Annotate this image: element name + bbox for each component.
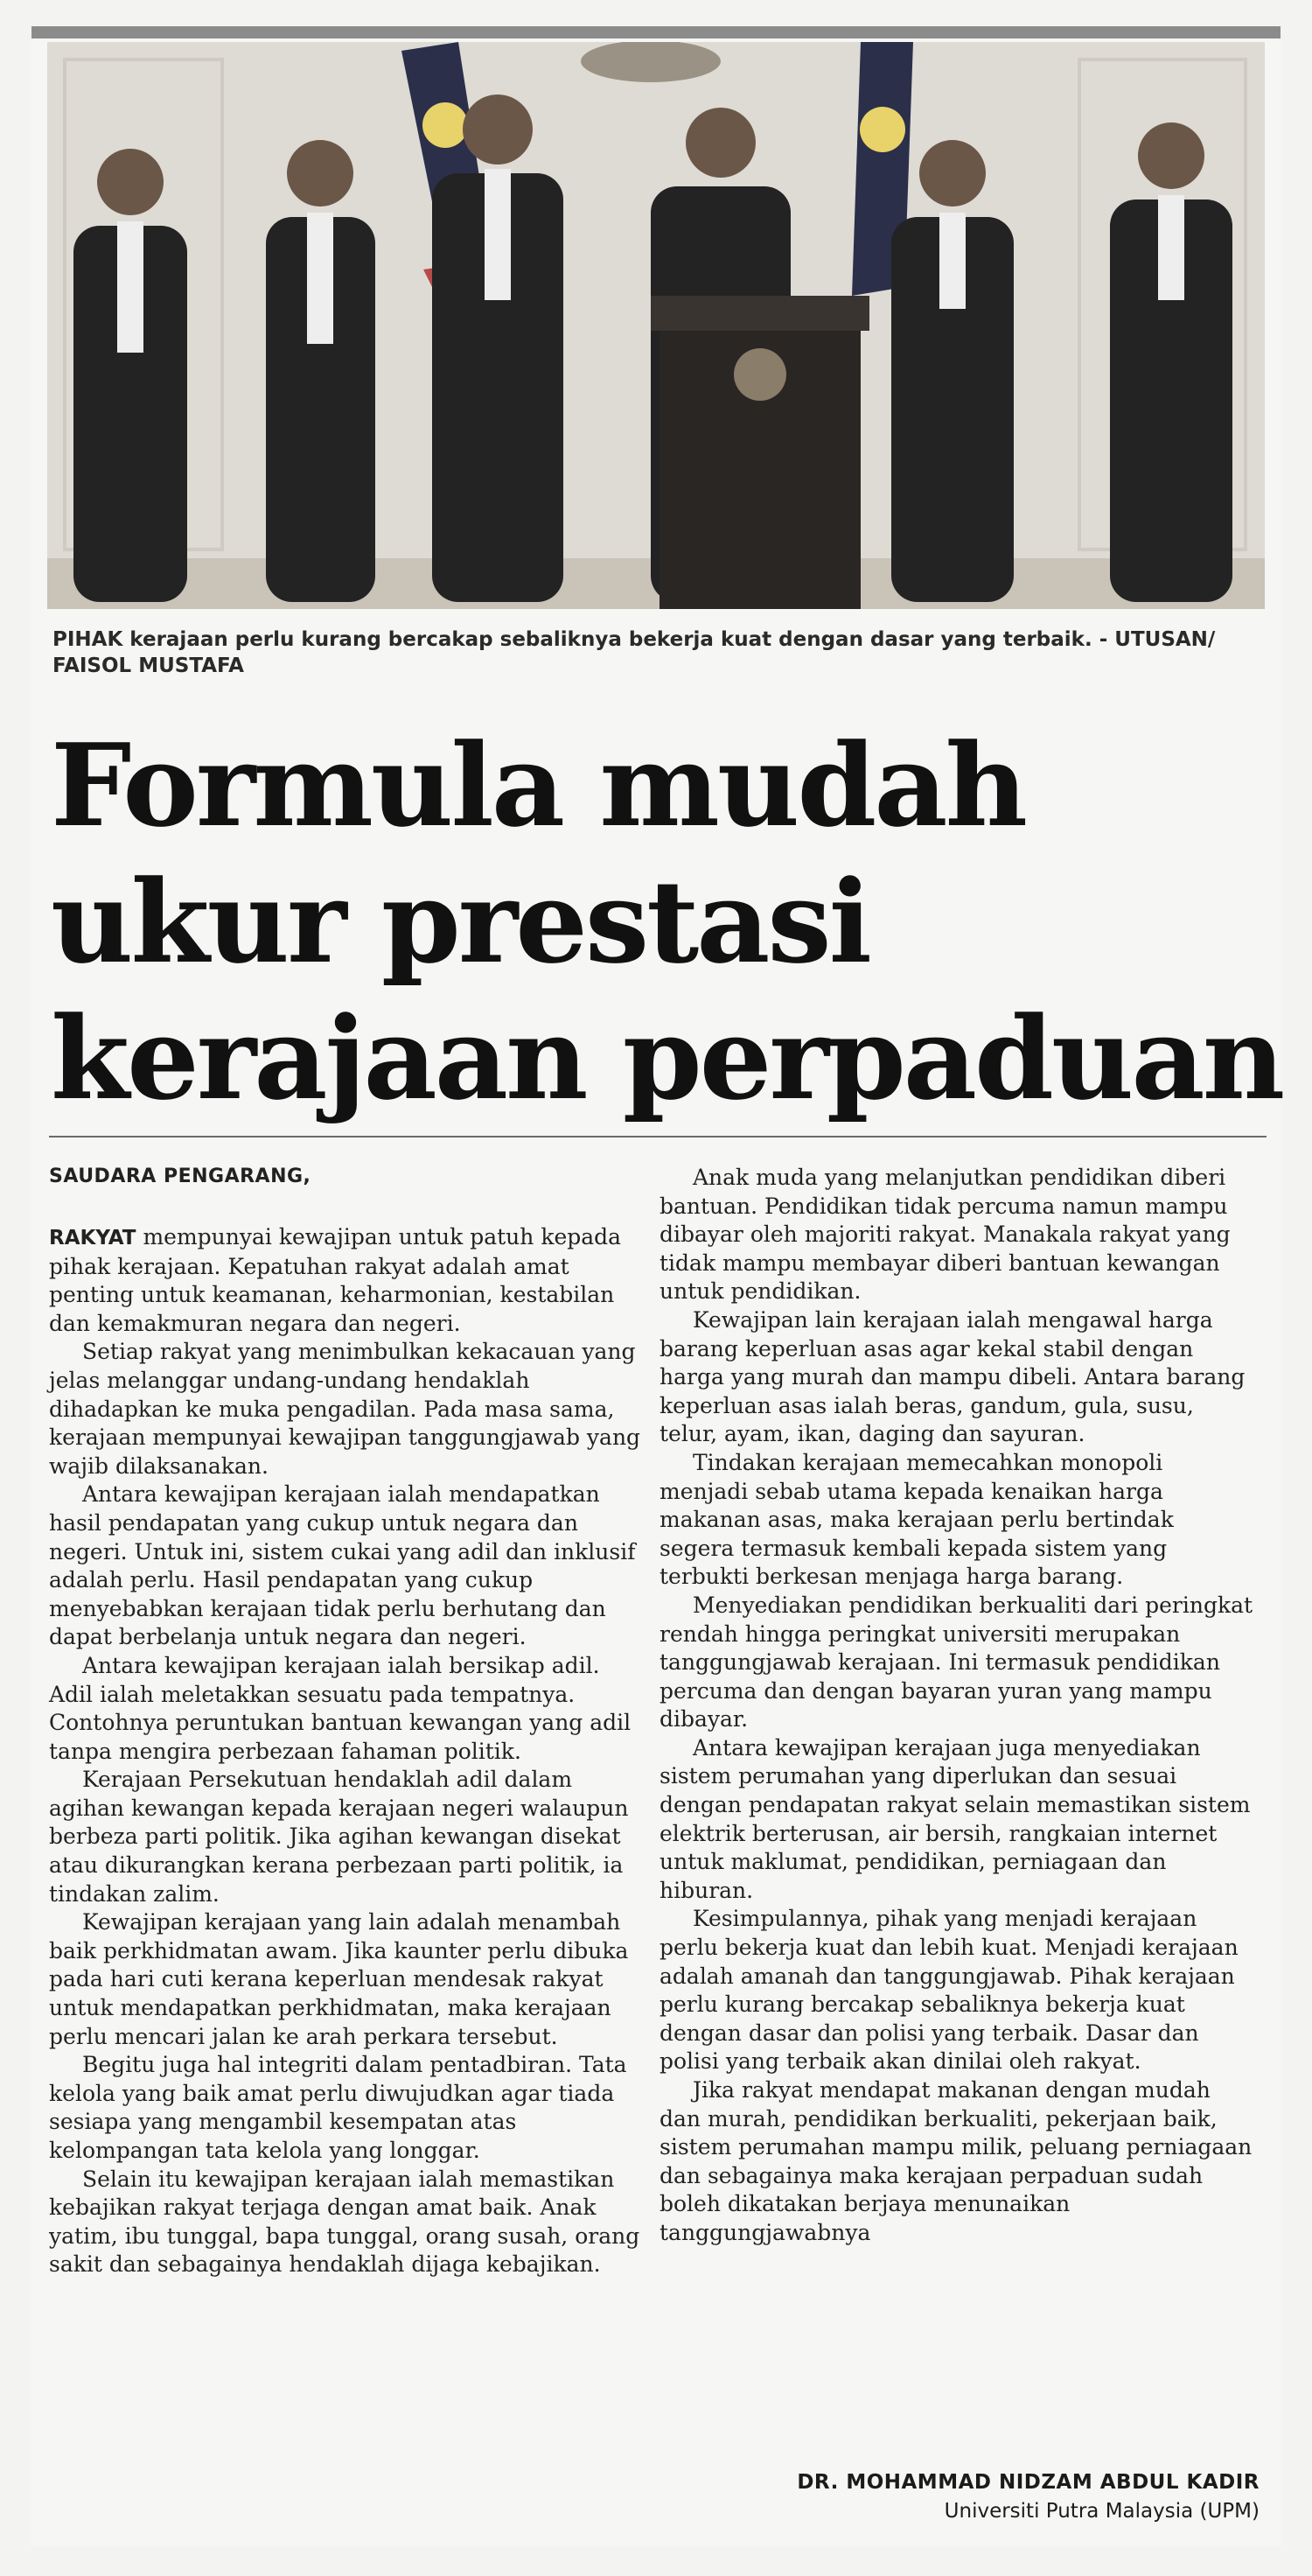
photo-caption [52,626,1260,679]
paragraph-1-text: mempunyai kewajipan untuk patuh kepada pihak kerajaan. Kepatuhan rakyat adalah amat penting untuk keamanan, keharmonian, kestabilan dan kemakmuran negara dan negeri. [49,1224,622,1336]
headline [51,718,1283,1127]
headline-line-2: ukur prestasi [51,855,869,989]
headline-line-3: kerajaan perpaduan [51,991,1283,1125]
paragraph-7: Begitu juga hal integriti dalam pentadbiran. Tata kelola yang baik amat perlu diwujudkan agar tiada sesiapa yang mengambil kesempatan atas kelompangan tata kelola yang longgar. [49,2052,627,2163]
paragraph-3: Antara kewajipan kerajaan ialah mendapatkan hasil pendapatan yang cukup untuk negara dan negeri. Untuk ini, sistem cukai yang adil dan inklusif adalah perlu. Hasil pendapatan yang cukup menyebabkan kerajaan tidak perlu berhutang dan dapat berbelanja untuk negara dan negeri. [49,1481,636,1650]
paragraph-1 [49,1223,644,1338]
paragraph-14: Kesimpulannya, pihak yang menjadi kerajaan perlu bekerja kuat dan lebih kuat. Menjadi kerajaan adalah amanah dan tanggungjawab. Pihak kerajaan perlu kurang bercakap sebaliknya bekerja kuat dengan dasar dan polisi yang terbaik. Dasar dan polisi yang terbaik akan dinilai oleh rakyat. [659,1906,1239,2075]
paragraph-9: Anak muda yang melanjutkan pendidikan diberi bantuan. Pendidikan tidak percuma namun mampu dibayar oleh majoriti rakyat. Manakala rakyat yang tidak mampu membayar diberi bantuan kewangan untuk pendidikan. [659,1165,1231,1305]
article-column-right [659,1164,1254,2248]
paragraph-11: Tindakan kerajaan memecahkan monopoli menjadi sebab utama kepada kenaikan harga makanan asas, maka kerajaan perlu bertindak segera termasuk kembali kepada sistem yang terbukti berkesan menjaga harga barang. [659,1449,1174,1590]
salutation: SAUDARA PENGARANG, [49,1166,311,1187]
paragraph-15: Jika rakyat mendapat makanan dengan mudah dan murah, pendidikan berkualiti, pekerjaan baik, sistem perumahan mampu milik, peluang perniagaan dan sebagainya maka kerajaan perpaduan sudah boleh dikatakan berjaya menunaikan tanggungjawabnya [659,2077,1253,2245]
press-photo [47,42,1265,609]
photo-credit: - UTUSAN/ FAISOL MUSTAFA [52,628,1216,677]
paragraph-4: Antara kewajipan kerajaan ialah bersikap adil. Adil ialah meletakkan sesuatu pada tempatnya. Contohnya peruntukan bantuan kewangan yang adil tanpa mengira perbezaan fahaman politik. [49,1652,632,1764]
headline-line-1: Formula mudah [51,718,1026,852]
paragraph-2: Setiap rakyat yang menimbulkan kekacauan yang jelas melanggar undang-undang hendaklah dihadapkan ke muka pengadilan. Pada masa sama, kerajaan mempunyai kewajipan tanggungjawab yang wajib dilaksanakan. [49,1339,641,1479]
paragraph-13: Antara kewajipan kerajaan juga menyediakan sistem perumahan yang diperlukan dan sesuai dengan pendapatan rakyat selain memastikan sistem elektrik berterusan, air bersih, rangkaian internet untuk maklumat, pendidikan, perniagaan dan hiburan. [659,1734,1251,1903]
paragraph-6: Kewajipan kerajaan yang lain adalah menambah baik perkhidmatan awam. Jika kaunter perlu dibuka pada hari cuti kerana keperluan mendesak rakyat untuk mendapatkan perkhidmatan, maka kerajaan perlu mencari jalan ke arah perkara tersebut. [49,1909,629,2049]
article-column-left [49,1164,644,2279]
author-name: DR. MOHAMMAD NIDZAM ABDUL KADIR [797,2471,1260,2494]
paragraph-5: Kerajaan Persekutuan hendaklah adil dalam agihan kewangan kepada kerajaan negeri walaupun berbeza parti politik. Jika agihan kewangan disekat atau dikurangkan kerana perbezaan parti politik, ia tindakan zalim. [49,1767,629,1907]
paragraph-8: Selain itu kewajipan kerajaan ialah memastikan kebajikan rakyat terjaga dengan amat baik. Anak yatim, ibu tunggal, bapa tunggal, orang susah, orang sakit dan sebagainya hendaklah dijaga kebajikan. [49,2166,640,2278]
newspaper-page [31,26,1281,2546]
headline-divider [49,1136,1267,1138]
signature-block [797,2468,1260,2525]
paragraph-12: Menyediakan pendidikan berkualiti dari peringkat rendah hingga peringkat universiti merupakan tanggungjawab kerajaan. Ini termasuk pendidikan percuma dan dengan bayaran yuran yang mampu dibayar. [659,1592,1253,1732]
press-conference-image [47,42,1265,609]
author-affiliation: Universiti Putra Malaysia (UPM) [944,2500,1260,2523]
paragraph-10: Kewajipan lain kerajaan ialah mengawal harga barang keperluan asas agar kekal stabil dengan harga yang murah dan mampu dibeli. Antara barang keperluan asas ialah beras, gandum, gula, susu, telur, ayam, ikan, daging dan sayuran. [659,1306,1246,1447]
caption-text: PIHAK kerajaan perlu kurang bercakap sebaliknya bekerja kuat dengan dasar yang terbaik. [52,628,1092,651]
top-border [31,26,1281,38]
lead-word: RAKYAT [49,1227,136,1250]
